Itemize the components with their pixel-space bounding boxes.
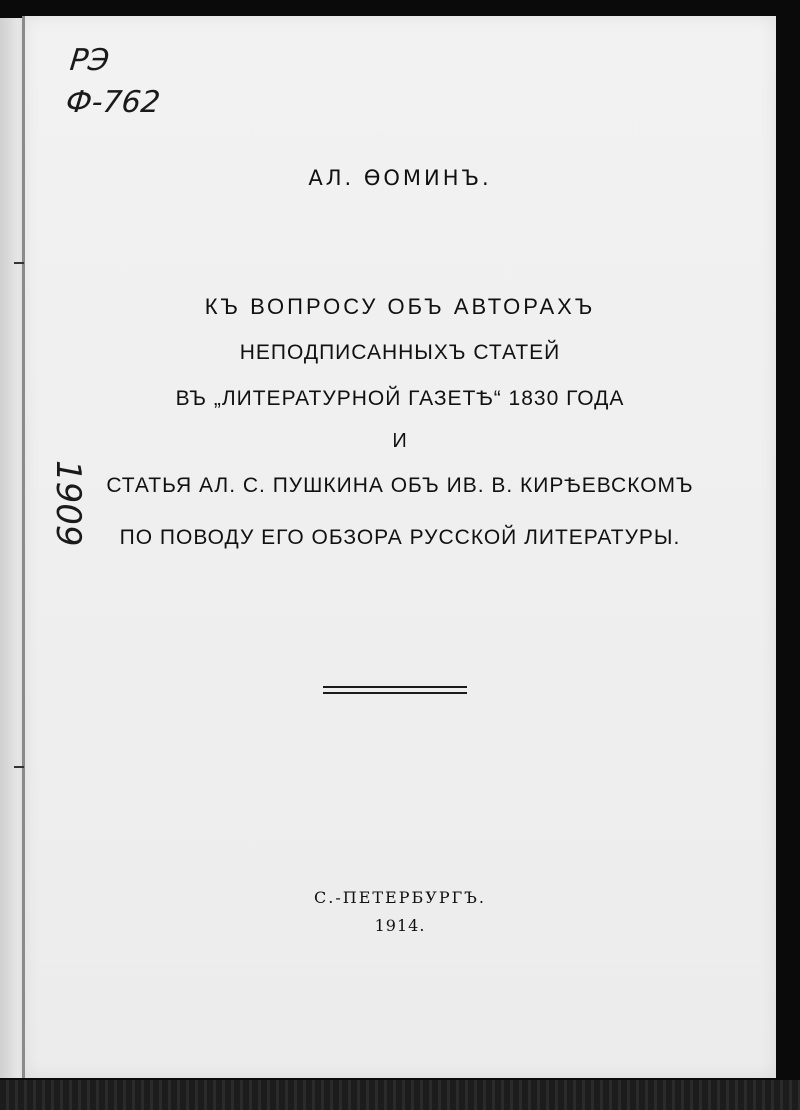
- author-name: АЛ. ӨОМИНЪ.: [308, 166, 492, 190]
- title-line-3: ВЪ „ЛИТЕРАТУРНОЙ ГАЗЕТѢ“ 1830 ГОДА: [175, 387, 625, 410]
- double-rule-bottom: [323, 692, 467, 694]
- binding-notch: [14, 262, 24, 264]
- title-line-2: НЕПОДПИСАННЫХЪ СТАТЕЙ: [239, 341, 561, 364]
- title-line-4: И: [392, 430, 408, 452]
- imprint-year: 1914.: [374, 916, 426, 935]
- title-line-6: ПО ПОВОДУ ЕГО ОБЗОРА РУССКОЙ ЛИТЕРАТУРЫ.: [119, 526, 681, 549]
- double-rule-top: [323, 686, 467, 688]
- imprint-city: С.-ПЕТЕРБУРГЪ.: [314, 888, 486, 907]
- margin-handwritten-number: 1909: [48, 460, 88, 547]
- archive-shelfmark-prefix: РЭ: [68, 43, 111, 78]
- scan-bottom-edge: [0, 1080, 800, 1110]
- title-line-1: КЪ ВОПРОСУ ОБЪ АВТОРАХЪ: [204, 294, 596, 319]
- archive-shelfmark-number: Ф-762: [64, 85, 162, 120]
- binding-notch: [14, 766, 24, 768]
- title-line-5: СТАТЬЯ АЛ. С. ПУШКИНА ОБЪ ИВ. В. КИРѢЕВСКОМЪ: [106, 474, 694, 497]
